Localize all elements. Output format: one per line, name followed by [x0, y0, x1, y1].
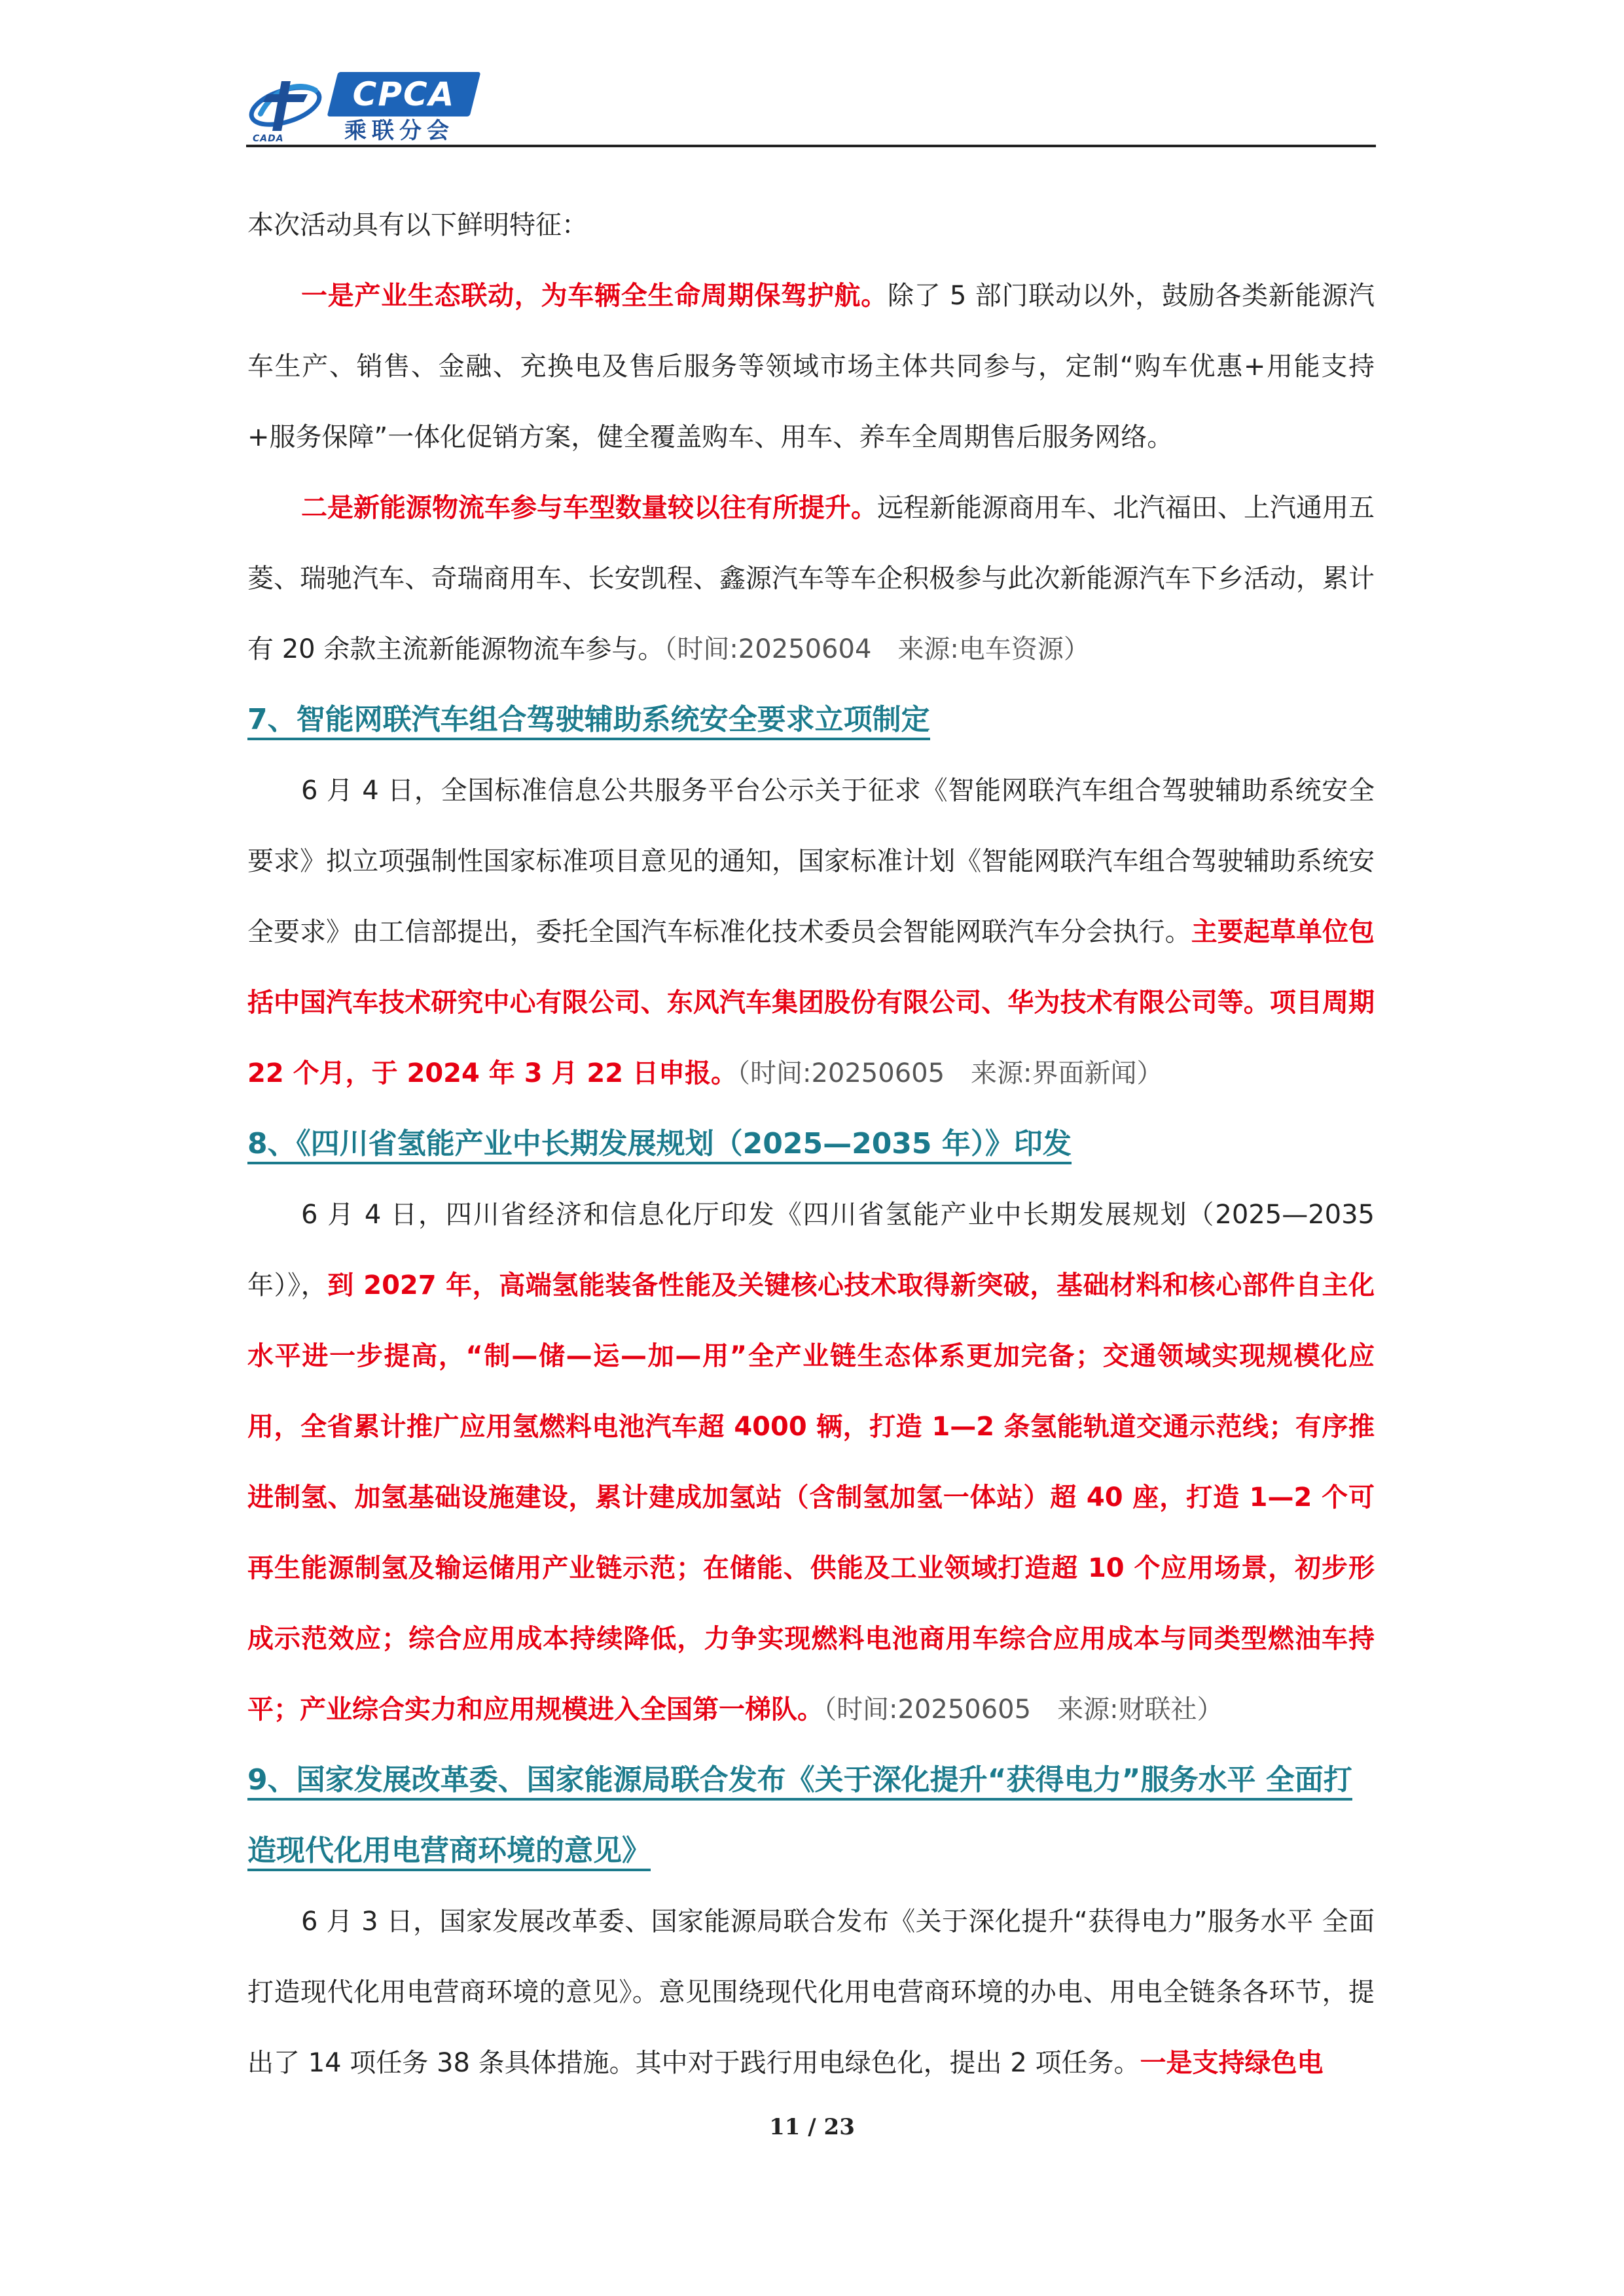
paragraph-text: 除了 5 部门联动以外，鼓励各类新能源汽车生产、销售、金融、充换电及售后服务等领域市场主体共同参与，定制“购车优惠+用能支持+服务保障”一体化促销方案，健全覆盖购车、用车、养车全周期售后服务网络。: [247, 281, 1375, 452]
highlight-text: 二是新能源物流车参与车型数量较以往有所提升。: [301, 493, 877, 523]
source-note: （时间:20250604 来源:电车资源）: [664, 634, 1090, 664]
page-number: 11 / 23: [769, 2114, 855, 2140]
paragraph-text: 6 月 4 日，四川省经济和信息化厅印发《四川省氢能产业中长期发展规划（2025—2035 年）》，: [247, 1200, 1375, 1300]
section-heading-9: [247, 1745, 1375, 1886]
article-body: [247, 190, 1375, 2098]
heading-text: 8、《四川省氢能产业中长期发展规划（2025—2035 年）》印发: [247, 1127, 1072, 1164]
header-divider: [246, 145, 1376, 147]
paragraph-text: 远程新能源商用车、北汽福田、上汽通用五菱、瑞驰汽车、奇瑞商用车、长安凯程、鑫源汽车等车企积极参与此次新能源汽车下乡活动，累计有 20 余款主流新能源物流车参与。: [247, 493, 1375, 664]
highlight-text: 一是支持绿色电: [1140, 2048, 1324, 2078]
paragraph-intro: [247, 190, 1375, 260]
car-swoosh-icon: [247, 68, 323, 140]
paragraph-section-7: [247, 755, 1375, 1109]
paragraph-feature-2: [247, 473, 1375, 685]
section-heading-7: [247, 685, 1375, 755]
logo-small-text: CADA: [253, 134, 284, 144]
paragraph-text: 6 月 3 日，国家发展改革委、国家能源局联合发布《关于深化提升“获得电力”服务水平 全面打造现代化用电营商环境的意见》。意见围绕现代化用电营商环境的办电、用电全链条各环节，提出了 14 项任务 38 条具体措施。其中对于践行用电绿色化，提出 2 项任务。: [247, 1907, 1375, 2078]
heading-text: 9、国家发展改革委、国家能源局联合发布《关于深化提升“获得电力”服务水平 全面打造现代化用电营商环境的意见》: [247, 1763, 1352, 1871]
cpca-logo: [247, 65, 483, 144]
highlight-text: 一是产业生态联动，为车辆全生命周期保驾护航。: [301, 281, 888, 311]
paragraph-text: 本次活动具有以下鲜明特征：: [247, 210, 588, 240]
section-heading-8: [247, 1109, 1375, 1179]
highlight-text: 到 2027 年，高端氢能装备性能及关键核心技术取得新突破，基础材料和核心部件自主化水平进一步提高，“制—储—运—加—用”全产业链生态体系更加完备；交通领域实现规模化应用，全省累计推广应用氢燃料电池汽车超 4000 辆，打造 1—2 条氢能轨道交通示范线；有序推进制氢、加氢基础设施建设，累计建成加氢站（含制氢加氢一体站）超 40 座，打造 1—2 个可再生能源制氢及输运储用产业链示范；在储能、供能及工业领域打造超 10 个应用场景，初步形成示范效应；综合应用成本持续降低，力争实现燃料电池商用车综合应用成本与同类型燃油车持平；产业综合实力和应用规模进入全国第一梯队。: [247, 1270, 1375, 1725]
highlight-text: 主要起草单位包括中国汽车技术研究中心有限公司、东风汽车集团股份有限公司、华为技术有限公司等。项目周期 22 个月，于 2024 年 3 月 22 日申报。: [247, 917, 1375, 1088]
source-note: （时间:20250605 来源:界面新闻）: [736, 1058, 1163, 1088]
paragraph-text: 6 月 4 日，全国标准信息公共服务平台公示关于征求《智能网联汽车组合驾驶辅助系统安全要求》拟立项强制性国家标准项目意见的通知，国家标准计划《智能网联汽车组合驾驶辅助系统安全要求》由工信部提出，委托全国汽车标准化技术委员会智能网联汽车分会执行。: [247, 776, 1375, 947]
paragraph-section-8: [247, 1179, 1375, 1745]
heading-text: 7、智能网联汽车组合驾驶辅助系统安全要求立项制定: [247, 703, 930, 740]
paragraph-feature-1: [247, 260, 1375, 473]
source-note: （时间:20250605 来源:财联社）: [823, 1695, 1223, 1725]
paragraph-section-9: [247, 1886, 1375, 2098]
logo-text: CPCA: [352, 75, 456, 113]
logo-subtitle: 乘联分会: [344, 118, 454, 144]
